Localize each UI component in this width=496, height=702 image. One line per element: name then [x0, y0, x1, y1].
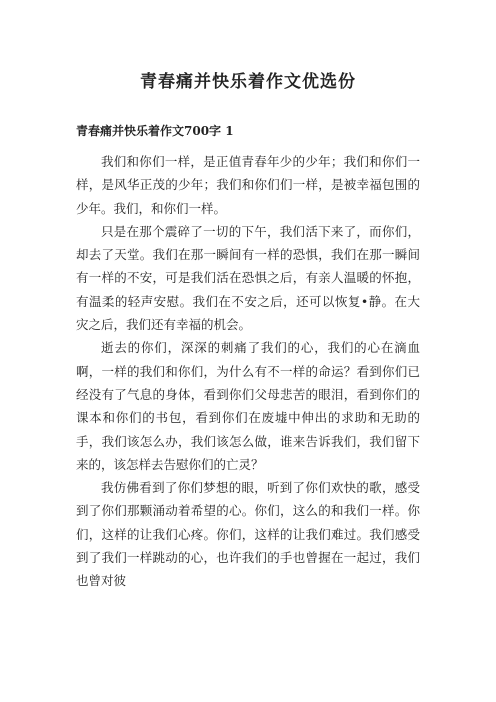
- paragraph: 只是在那个震碎了一切的下午，我们活下来了，而你们，却去了天堂。我们在那一瞬间有一样的恐惧，我们在那一瞬间有一样的不安，可是我们活在恐惧之后，有亲人温暖的怀抱，有温柔的轻声安慰。我们在不安之后，还可以恢复•静。在大灾之后，我们还有幸福的机会。: [76, 223, 420, 333]
- paragraph: 我仿佛看到了你们梦想的眼，听到了你们欢快的歌，感受到了你们那颗涌动着希望的心。你们，这么的和我们一样。你们，这样的让我们心疼。你们，这样的让我们难过。我们感受到了我们一样跳动的心，也许我们的手也曾握在一起过，我们也曾对彼: [76, 480, 420, 589]
- paragraph: 我们和你们一样，是正值青春年少的少年；我们和你们一样，是风华正茂的少年；我们和你们们一样，是被幸福包围的少年。我们，和你们一样。: [76, 154, 420, 216]
- essay-body: [76, 150, 420, 593]
- paragraph: 逝去的你们，深深的刺痛了我们的心，我们的心在滴血啊，一样的我们和你们，为什么有不一样的命运？看到你们已经没有了气息的身体，看到你们父母悲苦的眼泪，看到你们的课本和你们的书包，看到你们在废墟中伸出的求助和无助的手，我们该怎么办，我们该怎么做，谁来告诉我们，我们留下来的，该怎样去告慰你们的亡灵？: [76, 340, 420, 472]
- document-title: 青春痛并快乐着作文优选份: [140, 72, 356, 92]
- essay-subheading: 青春痛并快乐着作文700字 1: [76, 124, 234, 138]
